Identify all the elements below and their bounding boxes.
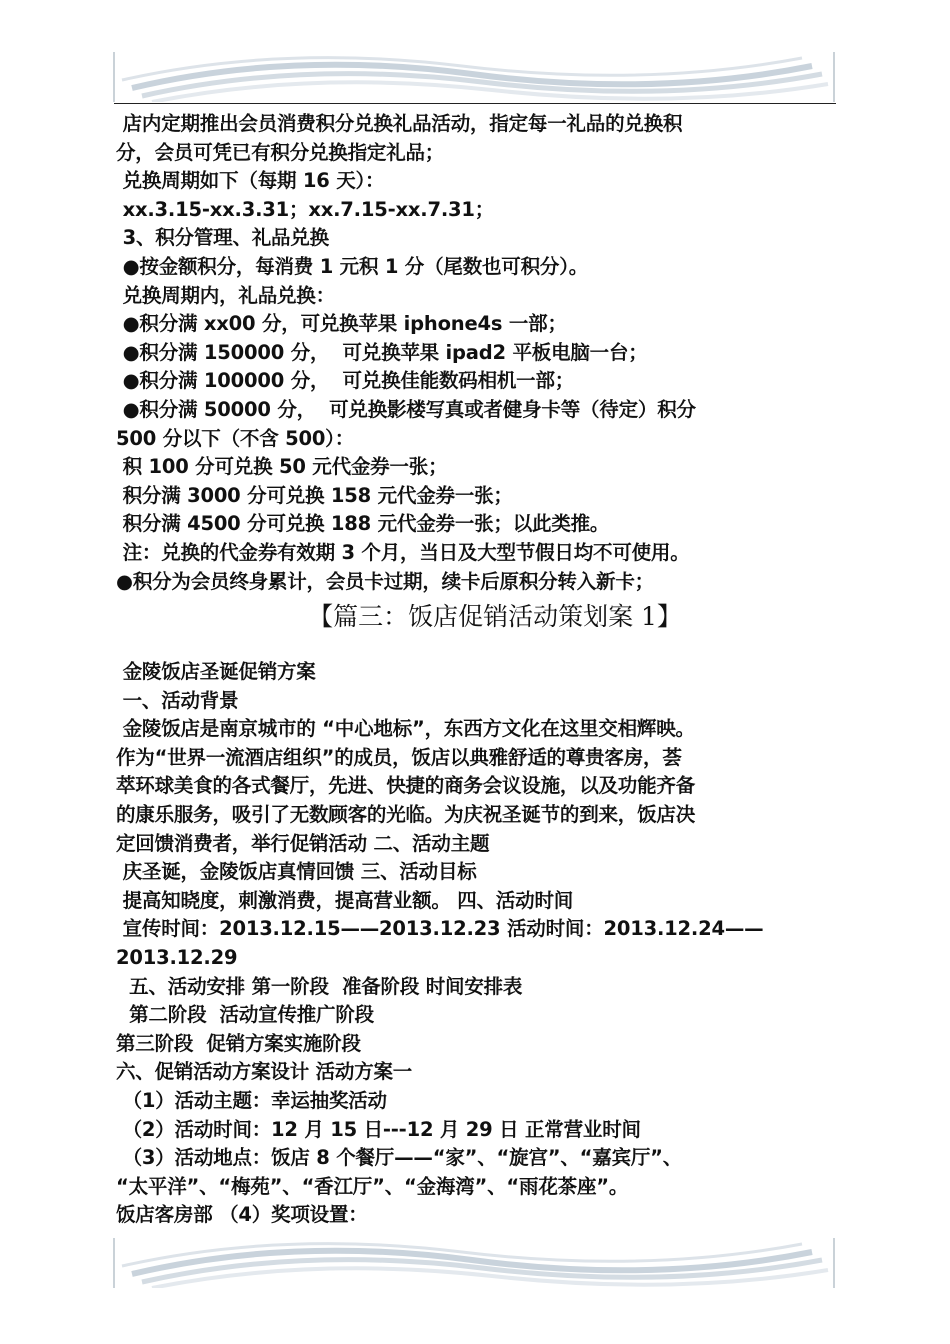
- text-line: 店内定期推出会员消费积分兑换礼品活动，指定每一礼品的兑换积: [116, 112, 683, 135]
- text-line: 一、活动背景: [116, 688, 239, 712]
- text-line: ●按金额积分，每消费 1 元积 1 分（尾数也可积分）。: [116, 254, 589, 278]
- text-line: （3）活动地点：饭店 8 个餐厅——“家”、“旋宫”、“嘉宾厅”、: [116, 1146, 683, 1170]
- blank-line: [116, 638, 846, 658]
- text-line: 的康乐服务，吸引了无数顾客的光临。为庆祝圣诞节的到来，饭店决: [116, 803, 696, 827]
- text-line: （1）活动主题：幸运抽奖活动: [116, 1089, 387, 1112]
- text-line: 饭店客房部 （4）奖项设置：: [116, 1203, 368, 1227]
- text-line: 金陵饭店是南京城市的 “中心地标”，东西方文化在这里交相辉映。: [116, 717, 695, 741]
- header-rule: [114, 103, 836, 104]
- text-line: 萃环球美食的各式餐厅，先进、快捷的商务会议设施，以及功能齐备: [116, 774, 696, 798]
- text-line: 金陵饭店圣诞促销方案: [116, 660, 316, 684]
- text-line: ●积分满 xx00 分，可兑换苹果 iphone4s 一部；: [116, 312, 567, 336]
- footer-wave-decoration: [112, 1238, 838, 1288]
- text-line: 六、促销活动方案设计 活动方案一: [116, 1060, 413, 1084]
- text-line: 庆圣诞，金陵饭店真情回馈 三、活动目标: [116, 860, 477, 884]
- text-line: （2）活动时间：12 月 15 日---12 月 29 日 正常营业时间: [116, 1117, 641, 1141]
- text-line: 注：兑换的代金券有效期 3 个月，当日及大型节假日均不可使用。: [116, 540, 690, 564]
- text-line: 积分满 4500 分可兑换 188 元代金券一张；以此类推。: [116, 512, 610, 536]
- section-heading: 【篇三：饭店促销活动策划案 1】: [308, 602, 682, 632]
- text-line: ●积分为会员终身累计，会员卡过期，续卡后原积分转入新卡；: [116, 569, 654, 593]
- text-line: 分，会员可凭已有积分兑换指定礼品；: [116, 140, 445, 164]
- text-line: ●积分满 150000 分， 可兑换苹果 ipad2 平板电脑一台；: [116, 340, 648, 364]
- text-line: 积分满 3000 分可兑换 158 元代金券一张；: [116, 483, 513, 507]
- text-line: ●积分满 100000 分， 可兑换佳能数码相机一部；: [116, 369, 575, 393]
- text-line: 宣传时间：2013.12.15——2013.12.23 活动时间：2013.12.24——: [116, 917, 764, 941]
- document-body: [116, 110, 846, 1230]
- text-line: 兑换周期内，礼品兑换：: [116, 283, 335, 307]
- text-line: 第二阶段 活动宣传推广阶段: [116, 1003, 374, 1027]
- text-line: 第三阶段 促销方案实施阶段: [116, 1031, 361, 1055]
- text-line: 2013.12.29: [116, 946, 238, 970]
- text-line: ●积分满 50000 分， 可兑换影楼写真或者健身卡等（待定）积分: [116, 397, 696, 421]
- text-line: 作为“世界一流酒店组织”的成员，饭店以典雅舒适的尊贵客房，荟: [116, 745, 682, 769]
- header-wave-decoration: [112, 52, 838, 102]
- text-line: 五、活动安排 第一阶段 准备阶段 时间安排表: [116, 974, 523, 998]
- text-line: xx.3.15-xx.3.31；xx.7.15-xx.7.31；: [116, 197, 495, 221]
- text-line: 提高知晓度，刺激消费，提高营业额。 四、活动时间: [116, 888, 574, 912]
- text-line: 积 100 分可兑换 50 元代金券一张；: [116, 455, 448, 479]
- text-line: “太平洋”、“梅苑”、“香江厅”、“金海湾”、“雨花茶座”。: [116, 1174, 629, 1198]
- text-line: 3、积分管理、礼品兑换: [116, 226, 329, 250]
- text-line: 兑换周期如下（每期 16 天）：: [116, 169, 385, 193]
- text-line: 定回馈消费者，举行促销活动 二、活动主题: [116, 831, 490, 855]
- text-line: 500 分以下（不含 500）：: [116, 426, 355, 450]
